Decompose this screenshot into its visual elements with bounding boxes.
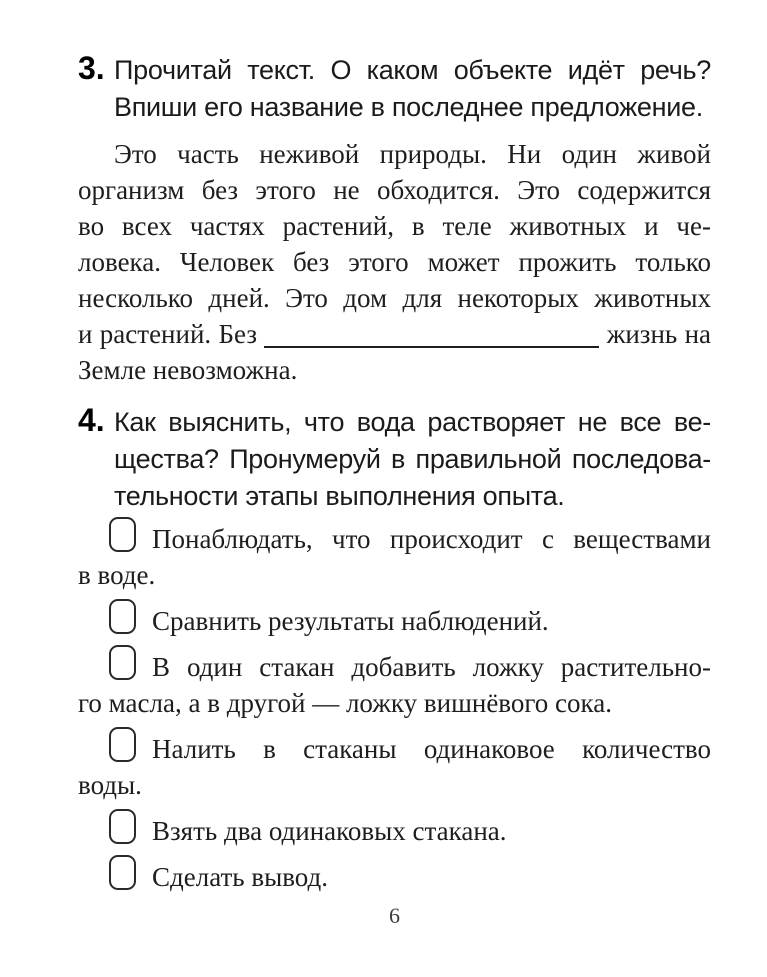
step-text: Сравнить результаты наблюдений.	[152, 606, 549, 636]
step-text: Понаблюдать, что происходит с веществами	[152, 524, 711, 554]
step-item	[78, 521, 711, 593]
heading-line: тельности этапы выполнения опыта.	[114, 481, 565, 511]
step-text: В один стакан добавить ложку растительно-	[152, 652, 711, 682]
answer-checkbox[interactable]	[109, 645, 136, 680]
task-4-heading-text	[114, 404, 711, 515]
fill-in-text-before: и растений. Без	[78, 319, 257, 349]
answer-checkbox[interactable]	[109, 809, 136, 844]
heading-line: Прочитай текст. О каком объекте идёт речь?	[114, 55, 711, 85]
step-text: Налить в стаканы одинаковое количество	[152, 734, 711, 764]
task-3-heading	[78, 52, 711, 126]
text-line: ловека. Человек без этого может прожить только	[78, 247, 711, 277]
step-text-continued: го масла, а в другой — ложку вишнёвого сока.	[78, 688, 612, 718]
step-text-continued: воды.	[78, 770, 142, 800]
answer-checkbox[interactable]	[109, 517, 136, 552]
text-line: организм без этого не обходится. Это содержится	[78, 175, 711, 205]
task-3-number: 3.	[78, 50, 105, 86]
step-item	[78, 649, 711, 721]
text-line: во всех частях растений, в теле животных и че-	[78, 211, 711, 241]
step-item	[78, 731, 711, 803]
text-line: Это часть неживой природы. Ни один живой	[114, 139, 711, 169]
text-line: несколько дней. Это дом для некоторых животных	[78, 283, 711, 313]
text-line: Земле невозможна.	[78, 355, 298, 385]
fill-in-line	[78, 316, 711, 352]
page-content	[78, 52, 711, 895]
task-3-paragraph	[78, 136, 711, 388]
page-number: 6	[389, 903, 400, 928]
heading-line: Как выяснить, что вода растворяет не все ве-	[114, 407, 711, 437]
step-text: Сделать вывод.	[152, 862, 329, 892]
task-4-heading	[78, 404, 711, 515]
experiment-steps-list	[78, 521, 711, 895]
task-3-heading-text	[114, 52, 711, 126]
step-text-continued: в воде.	[78, 560, 156, 590]
answer-checkbox[interactable]	[109, 855, 136, 890]
task-4-number: 4.	[78, 402, 105, 438]
step-item	[78, 603, 711, 639]
answer-blank-line[interactable]	[264, 346, 599, 348]
step-item	[78, 859, 711, 895]
heading-line: щества? Пронумеруй в правильной последова-	[114, 444, 711, 474]
fill-in-text-after: жизнь на	[606, 319, 712, 349]
task-4-section	[78, 404, 711, 895]
answer-checkbox[interactable]	[109, 727, 136, 762]
answer-checkbox[interactable]	[109, 599, 136, 634]
step-item	[78, 813, 711, 849]
step-text: Взять два одинаковых стакана.	[152, 816, 507, 846]
heading-line: Впиши его название в последнее предложение.	[114, 92, 703, 122]
task-3-section	[78, 52, 711, 388]
